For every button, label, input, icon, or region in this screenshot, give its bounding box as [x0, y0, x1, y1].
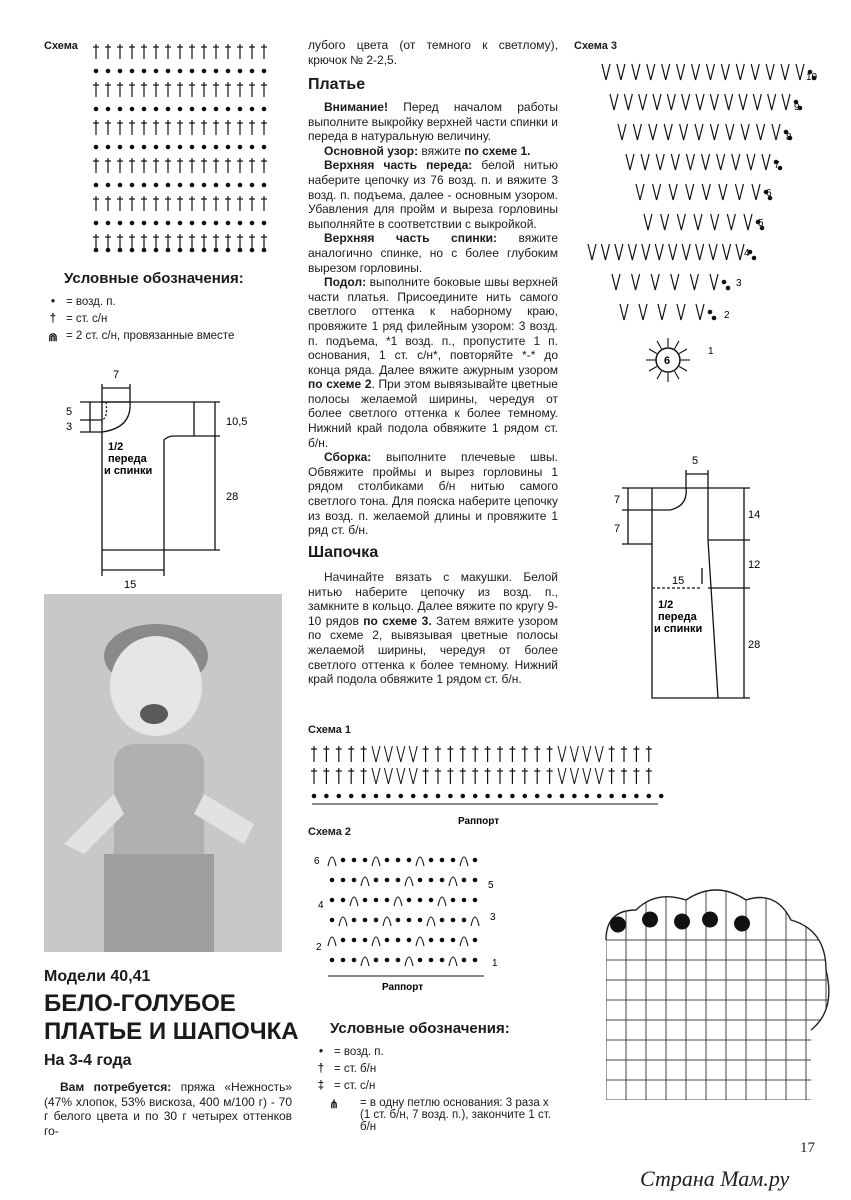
- dim-a: 5: [66, 406, 73, 418]
- legend2-list: [314, 1046, 574, 1138]
- model-photo: [44, 594, 282, 952]
- dress-pattern-drawing-2: [600, 448, 780, 718]
- continued-text: лубого цвета (от темного к светлому), крючок № 2-2,5.: [308, 38, 558, 67]
- legend2-item-fan: ⋔ = в одну петлю основания: 3 раза х (1 ст. б/н, 7 возд. п.), закончите 1 ст. б/н: [314, 1097, 574, 1133]
- hat-heading: Шапочка: [308, 544, 379, 561]
- legend2-item-dc: ‡ = ст. с/н: [314, 1080, 574, 1092]
- watermark: Страна Мам.ру: [640, 1166, 790, 1191]
- dress-pattern-drawing: [60, 362, 260, 592]
- legend2-item-chain: • = возд. п.: [314, 1046, 574, 1058]
- girl-photo-illustration: [44, 594, 282, 952]
- svg-text:6: 6: [314, 856, 320, 867]
- svg-text:5: 5: [692, 455, 699, 467]
- svg-text:3: 3: [736, 278, 742, 289]
- piece-label-1: 1/2: [108, 441, 124, 453]
- hat-instructions: Начинайте вязать с макушки. Белой нитью наберите цепочку из возд. п., замкните в кольцо. Далее вяжите по кругу 9-10 рядов по схеме 3. Затем вяжите узором по схеме 2, вывязывая цветные полосы желаемой ширины, чередуя от более светлого оттенка к более темному. Нижний край подола обвяжите 1 рядом ст. б/н.: [308, 570, 559, 687]
- scheme1-label: Схема 1: [308, 724, 352, 736]
- svg-text:28: 28: [748, 639, 761, 651]
- main-pattern-chart: [88, 38, 273, 256]
- model-age: На 3-4 года: [44, 1052, 132, 1069]
- svg-text:5: 5: [488, 880, 494, 891]
- svg-text:1: 1: [492, 958, 498, 969]
- svg-text:7: 7: [614, 523, 621, 535]
- legend-title: Условные обозначения:: [64, 270, 244, 287]
- model-title: БЕЛО-ГОЛУБОЕ ПЛАТЬЕ И ШАПОЧКА: [44, 990, 299, 1045]
- svg-text:3: 3: [490, 912, 496, 923]
- legend-item-dc2tog: ⋒ = 2 ст. с/н, провязанные вместе: [46, 330, 286, 344]
- scheme1-rapport: Раппорт: [458, 816, 500, 827]
- legend2-title: Условные обозначения:: [330, 1020, 510, 1037]
- scheme3-label: Схема 3: [574, 40, 618, 52]
- scheme1-chart: [308, 738, 664, 828]
- scheme-label: Схема: [44, 40, 78, 52]
- chain-stitch-icon: •: [50, 296, 56, 308]
- svg-text:10: 10: [806, 72, 818, 83]
- page-number: 17: [800, 1140, 815, 1156]
- dim-top: 7: [113, 369, 120, 381]
- dim-c: 10,5: [226, 416, 248, 428]
- single-crochet-icon: †: [317, 1063, 325, 1075]
- dress-instructions: Внимание! Перед началом работы выполните выкройку верхней части спинки и переда в натуральную величину. Основной узор: вяжите по схеме 1. Верхняя часть переда: белой нитью наберите цепочку из 76 возд. п. и вяжите 3 возд. п. подъема, далее - основным узором. Убавления для пройм и выреза горловины выполняйте в соответствии с выкройкой. Верхняя часть спинки: вяжите аналогично спинке, но с более глубоким вырезом горловины. Подол: выполните боковые швы верхней части платья. Присоедините нить самого светлого оттенка к наборному краю, провяжите 1 ряд филейным узором: 3 возд. п. подъема, *1 возд. п., пропустите 1 п. основания, 1 ст. с/н*, повторяйте *-* до конца ряда. Далее вяжите ажурным узором по схеме 2. При этом вывязывайте цветные полосы желаемой ширины, чередуя от более светлого оттенка к более темному. Нижний край подола обвяжите 1 рядом ст. б/н. Сборка: выполните плечевые швы. Обвяжите проймы и вырез горловины 1 рядом столбиками б/н нитью самого светлого тона. Для пояска наберите цепочку из возд. п. желаемой длины и провяжите 1 ряд ст. б/н.: [308, 100, 558, 538]
- dim-d: 28: [226, 491, 239, 503]
- svg-text:1: 1: [708, 346, 714, 357]
- dim-b: 3: [66, 421, 73, 433]
- hat-pattern-drawing: [596, 880, 836, 1100]
- svg-text:4: 4: [318, 900, 324, 911]
- svg-text:2: 2: [316, 942, 322, 953]
- legend-item-dc: † = ст. с/н: [46, 313, 286, 325]
- svg-text:9: 9: [794, 102, 800, 113]
- svg-text:5: 5: [758, 218, 764, 229]
- svg-text:7: 7: [614, 494, 621, 506]
- svg-text:12: 12: [748, 559, 761, 571]
- svg-text:переда: переда: [658, 611, 697, 623]
- double-crochet-icon: †: [49, 313, 57, 325]
- dress-heading: Платье: [308, 76, 366, 93]
- legend-item-chain: • = возд. п.: [46, 296, 286, 308]
- svg-text:8: 8: [786, 132, 792, 143]
- svg-text:7: 7: [774, 160, 780, 171]
- model-number: Модели 40,41: [44, 968, 151, 985]
- chain-stitch-icon: •: [318, 1046, 324, 1058]
- svg-text:6: 6: [766, 188, 772, 199]
- scheme3-chart: [580, 56, 830, 406]
- double-crochet-icon: ‡: [317, 1080, 325, 1092]
- svg-text:15: 15: [672, 575, 685, 587]
- svg-text:14: 14: [748, 509, 761, 521]
- svg-text:и спинки: и спинки: [654, 623, 703, 635]
- scheme2-rapport: Раппорт: [382, 982, 424, 993]
- fan-stitch-icon: ⋔: [329, 1099, 339, 1111]
- svg-text:4: 4: [744, 248, 750, 259]
- piece-label-2: переда: [108, 453, 147, 465]
- scheme2-chart: [308, 840, 508, 1000]
- dim-bottom: 15: [124, 579, 137, 591]
- scheme2-label: Схема 2: [308, 826, 352, 838]
- svg-text:2: 2: [724, 310, 730, 321]
- svg-text:1/2: 1/2: [658, 599, 674, 611]
- legend2-item-sc: † = ст. б/н: [314, 1063, 574, 1075]
- piece-label-3: и спинки: [104, 465, 153, 477]
- scheme3-center: 6: [664, 355, 671, 367]
- legend-list: [46, 296, 286, 349]
- dc2tog-icon: ⋒: [48, 332, 58, 344]
- materials-text: Вам потребуется: пряжа «Нежность» (47% хлопок, 53% вискоза, 400 м/100 г) - 70 г белого цвета и по 30 г четырех оттенков го-: [44, 1080, 293, 1138]
